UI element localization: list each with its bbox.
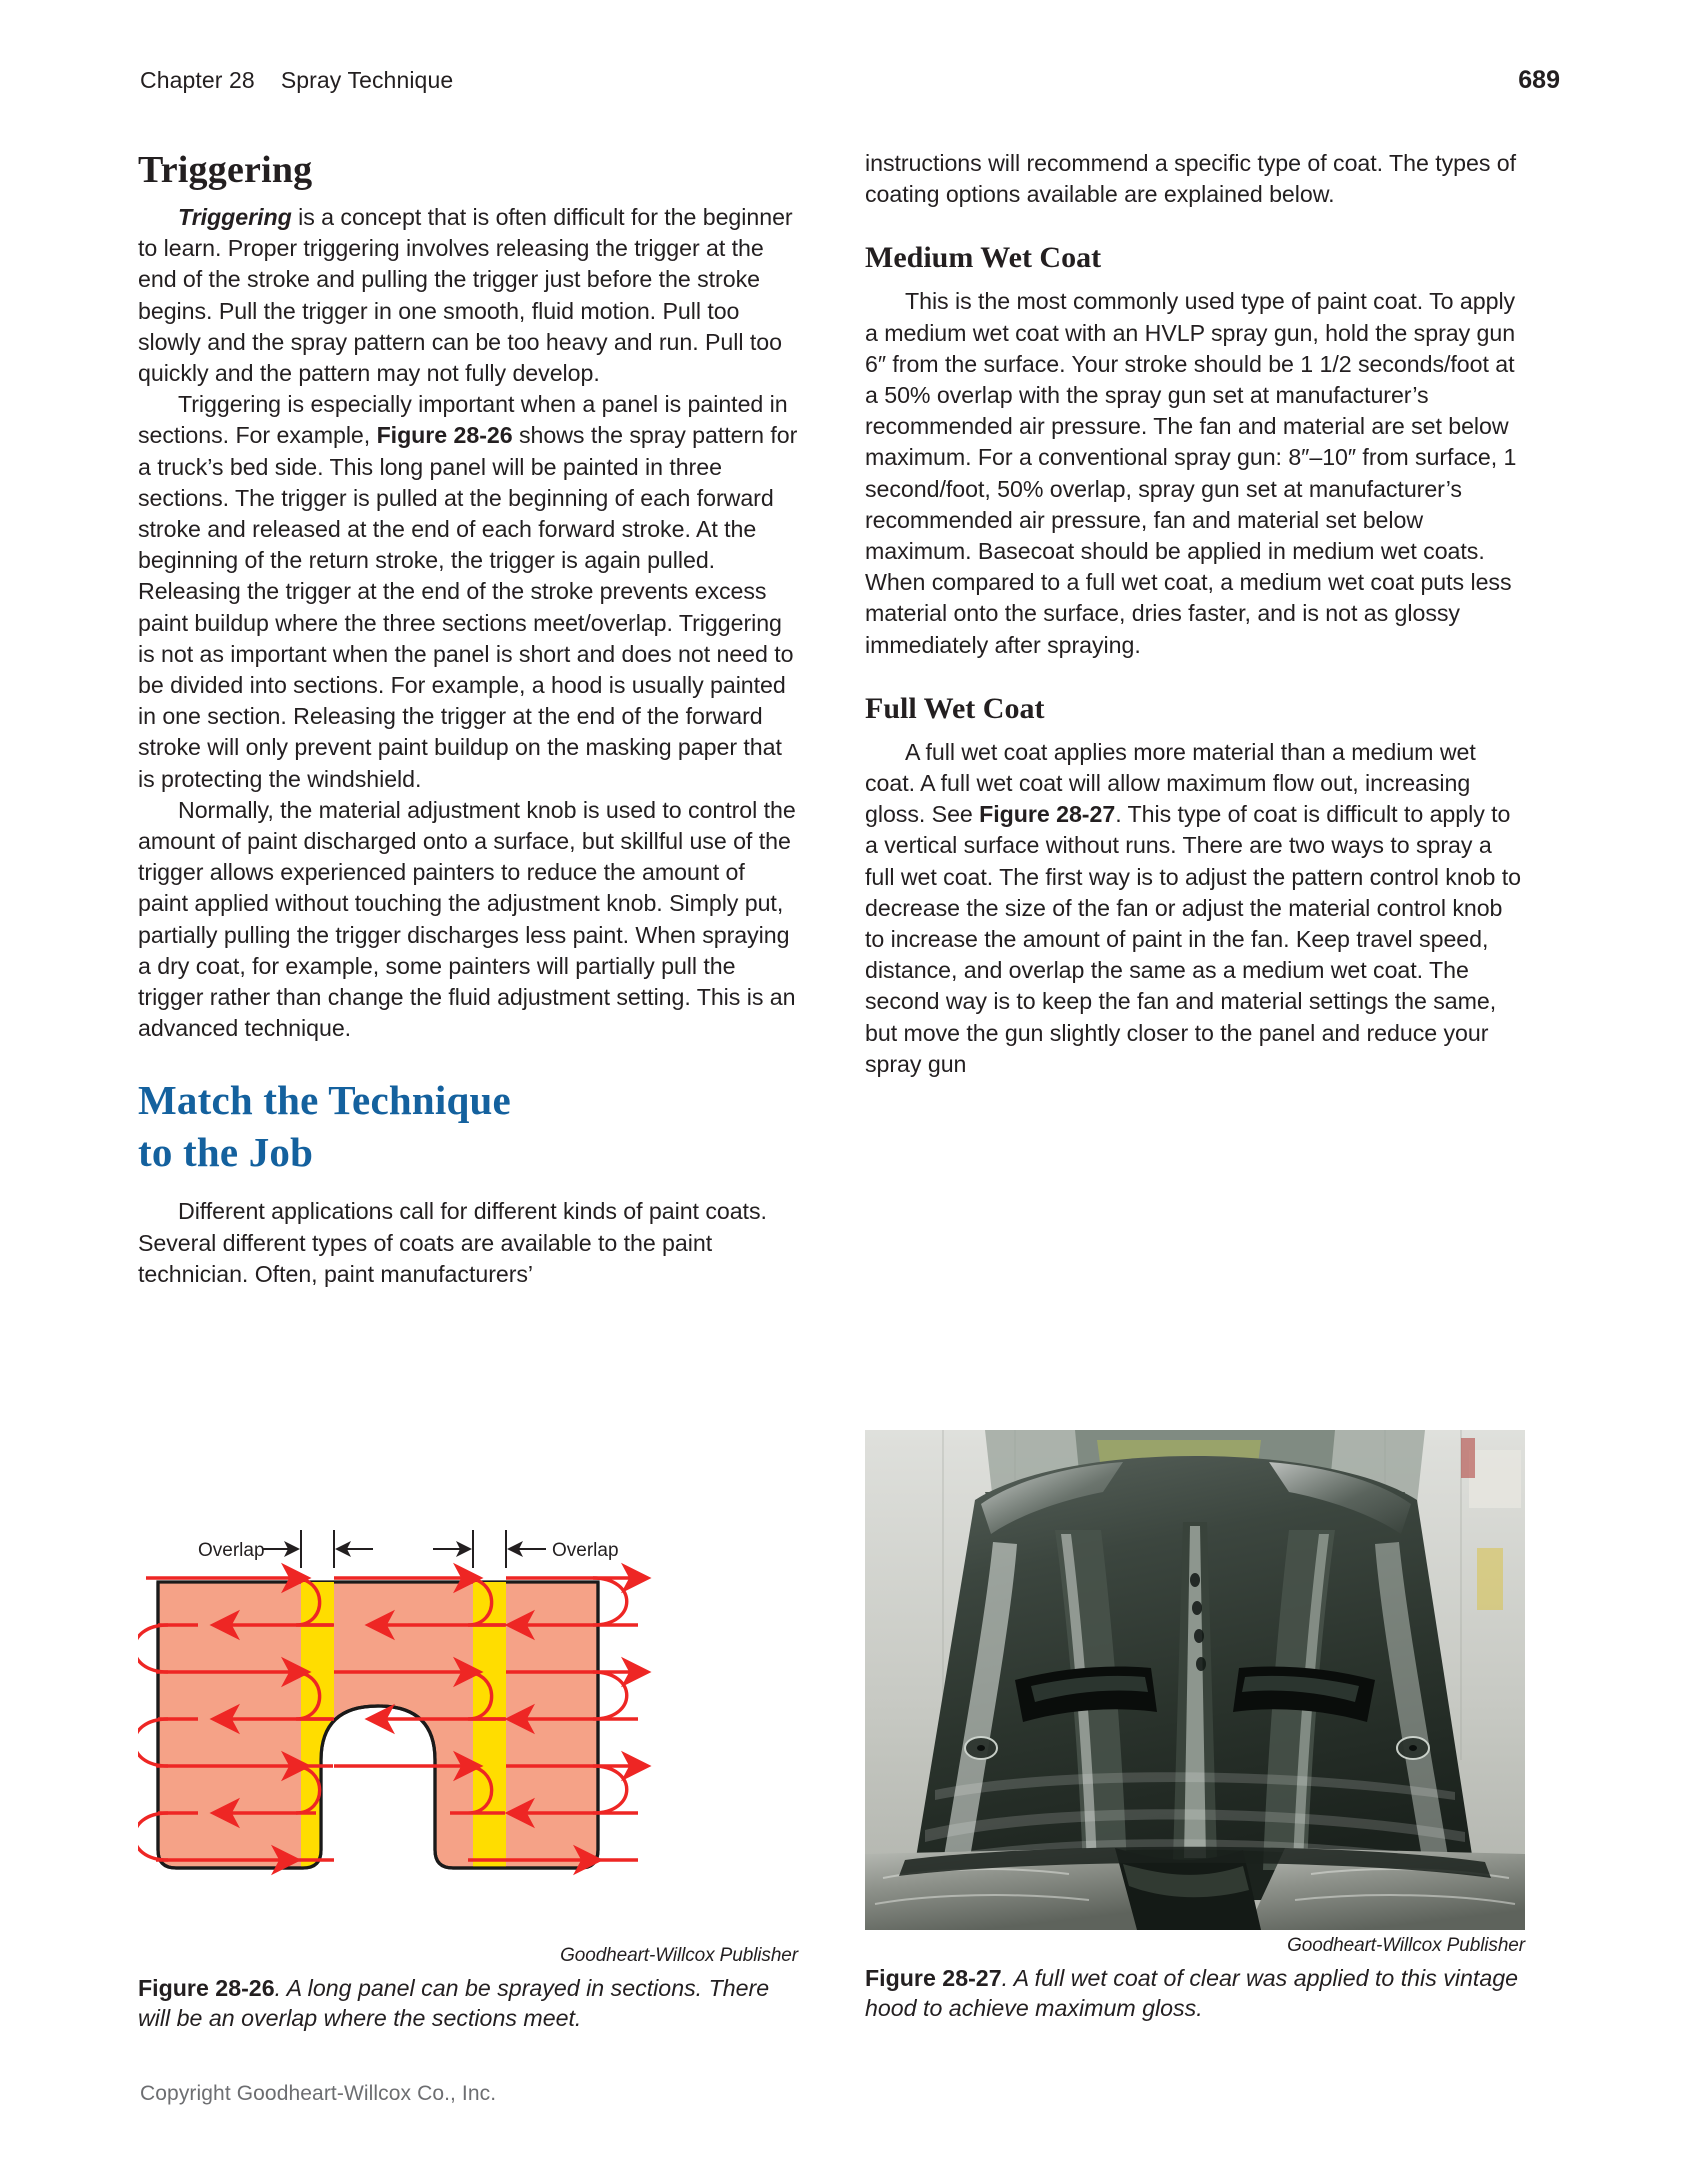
paragraph-triggering-2b: shows the spray pattern for a truck’s bed side. This long panel will be painted in three sections. The trigger is pulled at the beginning of each forward stroke and released at the end of each forward stroke. At the beginning of the return stroke, the trigger is again pulled. Releasing the trigger at the end of the stroke prevents excess paint buildup where the three sections meet/overlap. Triggering is not as important when the panel is short and does not need to be divided into sections. For example, a hood is usually painted in one section. Releasing the trigger at the end of the forward stroke will only prevent paint buildup on the masking paper that is protecting the windshield. [138,422,798,792]
paragraph-medium-wet-coat: This is the most commonly used type of paint coat. To apply a medium wet coat with an HVLP spray gun, hold the spray gun 6″ from the surface. Your stroke should be 1 1/2 seconds/foot at a 50% overlap with the spray gun set at manufacturer’s recommended air pressure. The fan and material are set below maximum. For a conventional spray gun: 8″–10″ from surface, 1 second/foot, 50% overlap, spray gun set at manufacturer’s recommended air pressure, fan and material set below maximum. Basecoat should be applied in medium wet coats. When compared to a full wet coat, a medium wet coat puts less material onto the surface, dries faster, and is not as glossy immediately after spraying. [865,288,1517,658]
running-head [140,66,1560,95]
figure-reference-28-27: Figure 28-27 [979,801,1116,828]
paragraph-full-wet-coat-a: A full wet coat applies more material than a medium wet coat. A full wet coat will allow maximum flow out, increasing gloss. See [865,738,1476,828]
paragraph-match-technique: Different applications call for different kinds of paint coats. Several different types of coats are available to the paint technician. Often, paint manufacturers’ [138,1198,767,1287]
page-number: 689 [1518,66,1560,94]
spray-pattern-diagram [138,1520,798,1940]
figure-28-26-number: Figure 28-26 [138,1975,275,2001]
figure-28-27 [865,1430,1525,2023]
left-column [138,148,798,1290]
overlap-label-right: Overlap [552,1540,619,1561]
overlap-label-left: Overlap [198,1540,265,1561]
paragraph-triggering-1-rest: is a concept that is often difficult for the beginner to learn. Proper triggering involves releasing the trigger at the end of the stroke and pulling the trigger just before the stroke begins. Pull the trigger in one smooth, fluid motion. Pull too slowly and the spray pattern can be too heavy and run. Pull too quickly and the pattern may not fully develop. [138,204,793,387]
heading-match-technique [138,1074,798,1178]
overlap-annotations [198,1530,619,1568]
figure-28-27-number: Figure 28-27 [865,1965,1002,1991]
paragraph-triggering-2 [138,389,798,795]
paragraph-full-wet-coat [865,737,1525,1080]
right-column [865,148,1525,1080]
term-triggering: Triggering [178,204,292,230]
heading-full-wet-coat: Full Wet Coat [865,691,1045,725]
chapter-number: Chapter 28 [140,67,255,93]
chapter-title: Spray Technique [280,67,454,93]
heading-medium-wet-coat: Medium Wet Coat [865,241,1102,275]
figure-28-27-caption-text: . A full wet coat of clear was applied to this vintage hood to achieve maximum gloss. [865,1965,1519,2021]
running-head-left [140,67,453,94]
figure-28-26-caption [138,1973,798,2033]
heading-triggering: Triggering [138,149,313,191]
paragraph-continued: instructions will recommend a specific type of coat. The types of coating options available are explained below. [865,150,1517,208]
vintage-hood-photo [865,1430,1525,1930]
figure-28-26 [138,1520,798,2033]
figure-28-26-credit: Goodheart-Willcox Publisher [560,1945,798,1966]
figure-28-27-credit: Goodheart-Willcox Publisher [1287,1935,1525,1956]
body-columns [138,148,1562,1528]
paragraph-triggering-3: Normally, the material adjustment knob is used to control the amount of paint discharged onto a surface, but skillful use of the trigger allows experienced painters to reduce the amount of paint applied without touching the adjustment knob. Simply put, partially pulling the trigger discharges less paint. When spraying a dry coat, for example, some painters will partially pull the trigger rather than change the fluid adjustment setting. This is an advanced technique. [138,796,796,1042]
paragraph-triggering-1 [138,202,798,389]
heading-match-technique-line1: Match the Technique [138,1077,511,1124]
paragraph-full-wet-coat-b: . This type of coat is difficult to apply to a vertical surface without runs. There are two ways to spray a full wet coat. The first way is to adjust the pattern control knob to decrease the size of the fan or adjust the material control knob to increase the amount of paint in the fan. Keep travel speed, distance, and overlap the same as a medium wet coat. The second way is to keep the fan and material settings the same, but move the gun slightly closer to the panel and reduce your spray gun [865,801,1522,1077]
figure-28-26-caption-text: . A long panel can be sprayed in sections. There will be an overlap where the sections meet. [138,1975,770,2031]
figure-28-27-caption [865,1963,1525,2023]
copyright-footer: Copyright Goodheart-Willcox Co., Inc. [140,2082,497,2105]
paragraph-triggering-2a: Triggering is especially important when a panel is painted in sections. For example, [138,391,788,449]
heading-match-technique-line2: to the Job [138,1129,314,1176]
figure-reference-28-26: Figure 28-26 [376,422,513,449]
panel-shape [158,1575,598,1875]
